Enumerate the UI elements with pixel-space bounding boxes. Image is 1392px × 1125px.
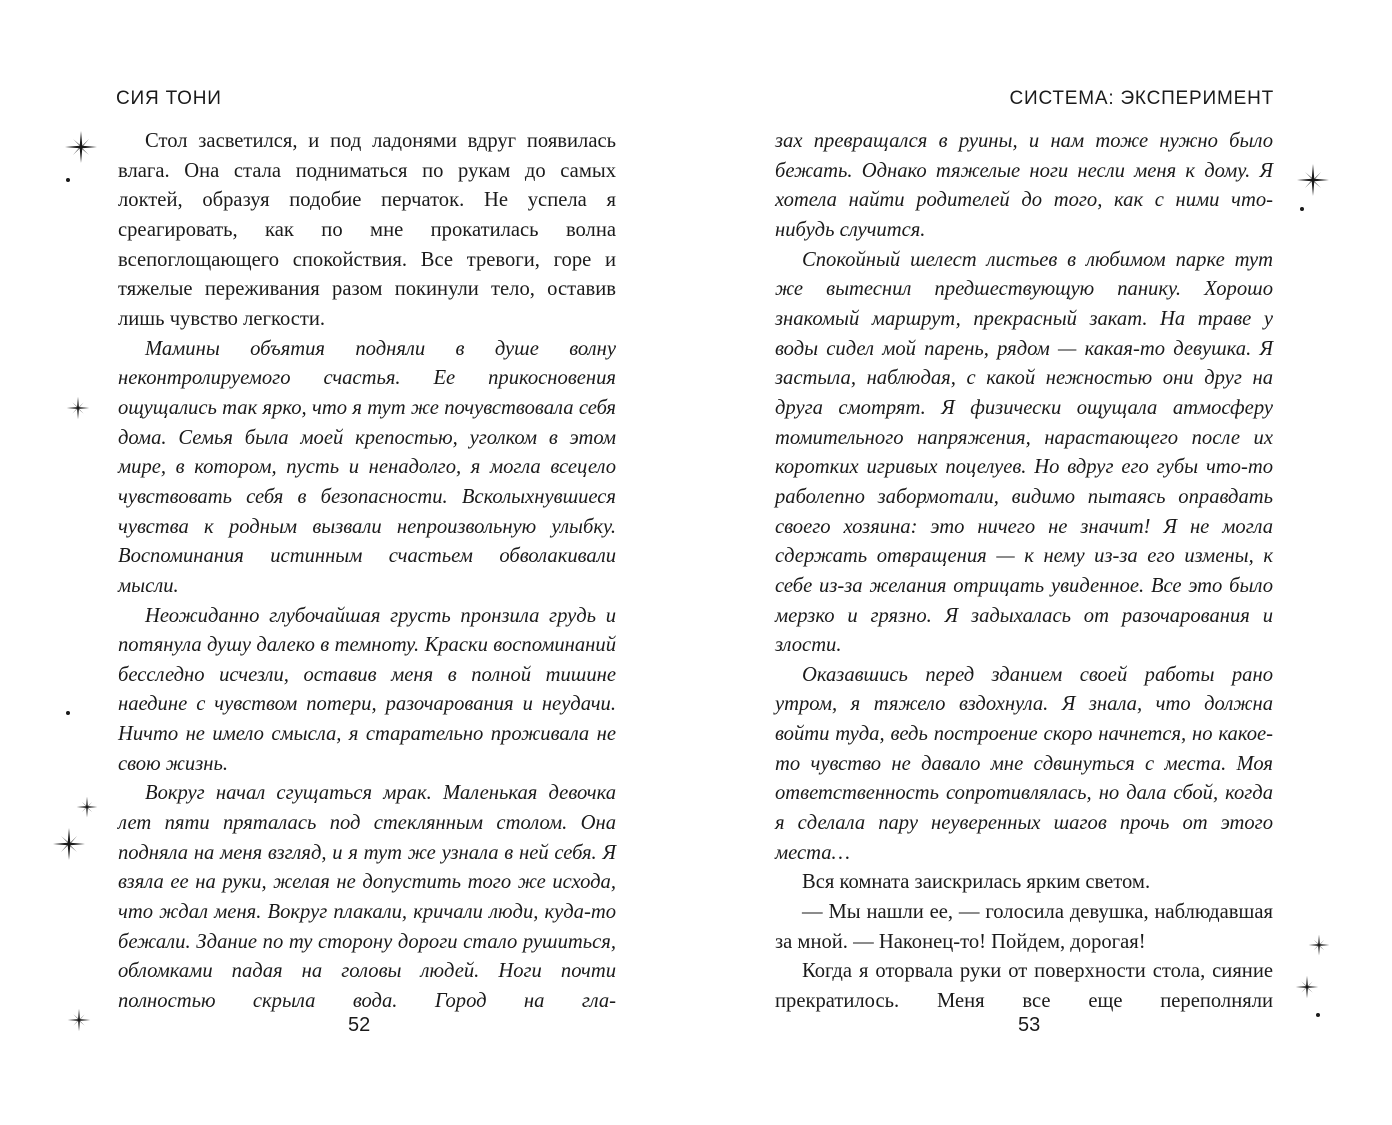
sparkle-icon	[76, 796, 98, 818]
sparkle-icon	[67, 1008, 91, 1032]
sparkle-icon	[1308, 934, 1330, 956]
sparkle-icon	[52, 827, 86, 861]
left-page-text	[118, 127, 616, 1017]
paragraph: Оказавшись перед зданием своей работы рано утром, я тяжело вздохнула. Я знала, что должна войти туда, ведь построение скоро начнется, но какое-то чувство не давало мне сдвинуться с места. Моя ответственность сопротивлялась, но дала сбой, когда я сделала пару неуверенных шагов прочь от этого места…	[775, 663, 1273, 864]
paragraph: Спокойный шелест листьев в любимом парке тут же вытеснил предшествующую панику. Хорошо знакомый маршрут, прекрасный закат. На траве у воды сидел мой парень, рядом — какая-то девушка. Я застыла, наблюдая, с какой нежностью они друг на друга смотрят. Я физически ощущала атмосферу томительного напряжения, нарастающего после их коротких игривых поцелуев. Но вдруг его губы что-то раболепно забормотали, видимо пытаясь оправдать своего хозяина: это ничего не значит! Я не могла сдержать отвращения — к нему из-за его измены, к себе из-за желания отрицать увиденное. Все это было мерзко и грязно. Я задыхалась от разочарования и злости.	[775, 248, 1273, 657]
right-page	[696, 0, 1392, 1125]
paragraph: Вокруг начал сгущаться мрак. Маленькая девочка лет пяти пряталась под стеклянным столом. Она подняла на меня взгляд, и я тут же узнала в ней себя. Я взяла ее на руки, желая не допустить того же исхода, что ждал меня. Вокруг плакали, кричали люди, куда-то бежали. Здание по ту сторону дороги стало рушиться, обломками падая на головы людей. Ноги почти полностью скрыла вода. Город на гла-	[118, 782, 616, 1013]
star-dot-icon	[66, 178, 70, 182]
paragraph: Неожиданно глубочайшая грусть пронзила грудь и потянула душу далеко в темноту. Краски воспоминаний бесследно исчезли, оставив меня в полной тишине наедине с чувством потери, разочарования и неудачи. Ничто не имело смысла, я старательно проживала не свою жизнь.	[118, 604, 616, 775]
paragraph: — Мы нашли ее, — голосила девушка, наблюдавшая за мной. — Наконец-то! Пойдем, дорогая!	[775, 901, 1273, 953]
right-page-text	[775, 127, 1273, 1017]
star-dot-icon	[1316, 1013, 1320, 1017]
paragraph: Стол засветился, и под ладонями вдруг появилась влага. Она стала подниматься по рукам до самых локтей, образуя подобие перчаток. Не успела я среагировать, как по мне прокатилась волна всепоглощающего спокойствия. Все тревоги, горе и тяжелые переживания разом покинули тело, оставив лишь чувство легкости.	[118, 130, 616, 330]
star-dot-icon	[1300, 207, 1304, 211]
paragraph: зах превращался в руины, и нам тоже нужно было бежать. Однако тяжелые ноги несли меня к дому. Я хотела найти родителей до того, как с ними что-нибудь случится.	[775, 130, 1273, 241]
sparkle-icon	[1295, 975, 1319, 999]
sparkle-icon	[64, 130, 98, 164]
paragraph: Когда я оторвала руки от поверхности стола, сияние прекратилось. Меня все еще переполняли	[775, 960, 1273, 1013]
running-head-author: СИЯ ТОНИ	[116, 88, 222, 109]
page-number: 52	[348, 1014, 371, 1036]
sparkle-icon	[1296, 163, 1330, 197]
sparkle-icon	[66, 396, 90, 420]
running-head-title: СИСТЕМА: ЭКСПЕРИМЕНТ	[1009, 88, 1274, 109]
page-number: 53	[1018, 1014, 1041, 1036]
paragraph: Мамины объятия подняли в душе волну неконтролируемого счастья. Ее прикосновения ощущались так ярко, что я тут же почувствовала себя дома. Семья была моей крепостью, уголком в этом мире, в котором, пусть и ненадолго, я могла всецело чувствовать себя в безопасности. Всколыхнувшиеся чувства к родным вызвали непроизвольную улыбку. Воспоминания истинным счастьем обволакивали мысли.	[118, 337, 616, 597]
paragraph: Вся комната заискрилась ярким светом.	[802, 871, 1151, 894]
star-dot-icon	[66, 711, 70, 715]
